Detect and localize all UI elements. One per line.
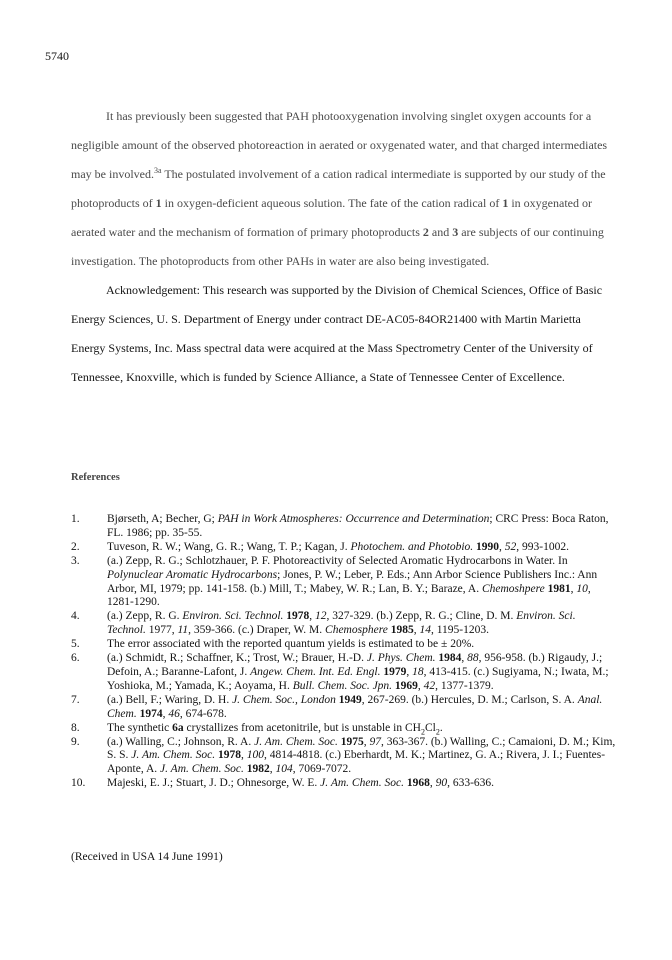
text-segment: are subjects of our continuing investigation. The photoproducts from other PAHs in water are also being investigated. <box>71 225 604 268</box>
text-segment: 3 <box>452 225 459 239</box>
text-segment: Anal. Chem. <box>107 693 603 720</box>
text-segment: Angew. Chem. Int. Ed. Engl. <box>250 665 381 678</box>
text-segment: The postulated involvement of a cation radical intermediate is supported by our study of the photoproducts of <box>71 167 606 210</box>
reference-item <box>71 610 616 638</box>
reference-text <box>107 777 616 791</box>
text-segment: 46 <box>168 707 180 720</box>
text-segment: 1969 <box>394 679 418 692</box>
text-segment: , 633-636. <box>447 777 495 790</box>
references-heading: References <box>71 472 120 483</box>
text-segment: PAH in Work Atmospheres: Occurrence and Determination <box>217 513 490 525</box>
text-segment: 1979 <box>383 665 407 678</box>
text-segment: 97 <box>369 735 382 748</box>
reference-item <box>71 541 616 555</box>
text-segment: , 413-415. (c.) Sugiyama, N.; Iwata, M.; Yoshioka, M.; Yamada, K.; Aoyama, H. <box>107 665 609 692</box>
text-segment: 1977, <box>145 624 178 637</box>
text-segment: Chemoshpere <box>481 582 545 595</box>
text-segment: 1982 <box>246 763 270 776</box>
text-segment: 18 <box>412 665 424 678</box>
reference-number: 2. <box>71 540 80 553</box>
text-segment: , 1281-1290. <box>107 582 591 609</box>
text-segment: Majeski, E. J.; Stuart, J. D.; Ohnesorge, W. E. <box>107 777 321 790</box>
text-segment: , 1195-1203. <box>430 624 489 637</box>
text-segment: 1949 <box>338 693 362 706</box>
text-segment: 52 <box>504 540 517 553</box>
text-segment: , 363-367. (b.) Walling, C.; Camaioni, D. M.; Kim, S. S. <box>107 735 616 762</box>
text-segment: 10 <box>576 582 588 595</box>
body-text <box>71 102 611 392</box>
text-segment: The synthetic <box>107 721 173 734</box>
text-segment: 1968 <box>406 777 430 790</box>
reference-number: 9. <box>71 735 80 748</box>
text-segment: The error associated with the reported quantum yields is estimated to be ± 20%. <box>107 638 475 651</box>
reference-number: 8. <box>71 721 80 734</box>
text-segment: , <box>240 749 247 762</box>
text-segment: (a.) Zepp, R. G.; Schlotzhauer, P. F. Photoreactivity of Selected Aromatic Hydrocarbons in Water. In <box>107 554 568 567</box>
text-segment: Chemosphere <box>325 624 388 637</box>
text-segment: 2 <box>422 225 429 239</box>
text-segment: 42 <box>423 679 436 692</box>
text-segment: Acknowledgement: This research was supported by the Division of Chemical Sciences, Office of Basic Energy Sciences, U. S. Department of Energy under contract DE-AC05-84OR21400 with Martin Marietta Energy Systems, Inc. Mass spectral data were acquired at the Mass Spectrometry Center of the University of Tennessee, Knoxville, which is funded by Science Alliance, a State of Tennessee Center of Excellence. <box>71 283 603 384</box>
reference-text <box>107 722 616 736</box>
text-segment: (a.) Bell, F.; Waring, D. H. <box>107 693 233 706</box>
reference-number: 5. <box>71 638 80 651</box>
text-segment: ; Jones, P. W.; Leber, P. Eds.; Ann Arbor Science Publishers Inc.: Ann Arbor, MI, 1979; pp. 141-158. (b.) Mill, T.; Mabey, W. R.; Lan, B. Y.; Baraze, A. <box>107 568 598 595</box>
text-segment: 6a <box>172 721 184 734</box>
text-segment: , <box>570 582 577 595</box>
reference-item <box>71 736 616 778</box>
text-segment: (a.) Zepp, R. G. <box>107 610 183 623</box>
text-segment: 2 <box>420 726 425 736</box>
text-segment: , 359-366. (c.) Draper, W. M. <box>188 624 326 637</box>
text-segment: 12 <box>315 610 327 623</box>
reference-text <box>107 694 616 722</box>
text-segment: , 674-678. <box>179 707 227 720</box>
text-segment: 14 <box>419 624 431 637</box>
text-segment: J. Am. Chem. Soc. <box>131 749 216 762</box>
reference-item <box>71 694 616 722</box>
text-segment: 88 <box>467 652 479 665</box>
reference-item <box>71 513 616 541</box>
text-segment: crystallizes from acetonitrile, but is unstable in CH <box>183 721 421 734</box>
text-segment: 1985 <box>390 624 414 637</box>
reference-text <box>107 555 616 611</box>
text-segment: 104 <box>275 763 293 776</box>
text-segment: 1974 <box>139 707 163 720</box>
text-segment: , <box>406 665 413 678</box>
reference-text <box>107 610 616 638</box>
text-segment: , 267-269. (b.) Hercules, D. M.; Carlson, S. A. <box>361 693 578 706</box>
text-segment: 2 <box>435 726 440 736</box>
text-segment: , <box>363 735 370 748</box>
text-segment: in oxygen-deficient aqueous solution. The fate of the cation radical of <box>161 196 503 210</box>
text-segment: Polynuclear Aromatic Hydrocarbons <box>107 568 278 581</box>
reference-item <box>71 722 616 736</box>
text-segment: , 956-958. (b.) Rigaudy, J.; Defoin, A.; Baranne-Lafont, J. <box>107 652 603 678</box>
text-segment: J. Chem. Soc., London <box>232 693 336 706</box>
text-segment: Bjørseth, A; Becher, G; <box>107 513 218 525</box>
text-segment: 1978 <box>286 610 310 623</box>
paragraph <box>71 276 611 392</box>
text-segment: 3a <box>153 166 162 175</box>
references-list <box>71 513 616 791</box>
text-segment: 1975 <box>340 735 364 748</box>
text-segment: , <box>269 763 276 776</box>
text-segment: 1990 <box>476 540 500 553</box>
text-segment: 1 <box>155 196 162 210</box>
reference-text <box>107 736 616 778</box>
text-segment: Environ. Sci. Technol. <box>107 610 576 637</box>
text-segment: , <box>413 624 420 637</box>
text-segment: J. Am. Chem. Soc. <box>160 763 244 776</box>
text-segment: , <box>309 610 316 623</box>
reference-number: 1. <box>71 513 80 525</box>
received-date: (Received in USA 14 June 1991) <box>71 851 223 863</box>
text-segment: 1984 <box>438 652 462 665</box>
text-segment: 1978 <box>217 749 241 762</box>
text-segment: , 327-329. (b.) Zepp, R. G.; Cline, D. M. <box>326 610 517 623</box>
text-segment: J. Phys. Chem. <box>366 652 436 665</box>
paragraph <box>71 102 611 276</box>
text-segment: (a.) Walling, C.; Johnson, R. A. <box>107 735 255 748</box>
text-segment: , <box>162 707 169 720</box>
reference-number: 7. <box>71 693 80 706</box>
text-segment: , <box>429 777 436 790</box>
text-segment: Photochem. and Photobio. <box>350 540 474 553</box>
text-segment: . <box>439 721 443 734</box>
text-segment: 90 <box>435 777 448 790</box>
text-segment: , <box>417 679 424 692</box>
text-segment: in oxygenated or aerated water and the mechanism of formation of primary photoproducts <box>71 196 592 239</box>
page-number: 5740 <box>45 49 69 63</box>
text-segment: , 1377-1379. <box>435 679 494 692</box>
reference-number: 10. <box>71 777 86 790</box>
text-segment: It has previously been suggested that PAH photooxygenation involving singlet oxygen accounts for a negligible amount of the observed photoreaction in aerated or oxygenated water, and that charged intermediates may be involved. <box>71 109 608 181</box>
text-segment: J. Am. Chem. Soc. <box>320 777 404 790</box>
reference-number: 3. <box>71 554 80 567</box>
reference-text <box>107 638 616 652</box>
reference-number: 4. <box>71 610 80 623</box>
reference-number: 6. <box>71 652 80 665</box>
text-segment: ; CRC Press: Boca Raton, FL. 1986; pp. 35-55. <box>107 513 609 539</box>
text-segment: , 4814-4818. (c.) Eberhardt, M. K.; Martinez, G. A.; Rivera, J. I.; Fuentes-Aponte, A. <box>107 749 606 776</box>
text-segment: (a.) Schmidt, R.; Schaffner, K.; Trost, W.; Brauer, H.-D. <box>107 652 367 665</box>
text-segment: 11 <box>177 624 189 637</box>
text-segment: Cl <box>424 721 436 734</box>
text-segment: J. Am. Chem. Soc. <box>254 735 338 748</box>
reference-item <box>71 555 616 611</box>
reference-text <box>107 652 616 694</box>
text-segment: Tuveson, R. W.; Wang, G. R.; Wang, T. P.; Kagan, J. <box>107 540 351 553</box>
text-segment: Bull. Chem. Soc. Jpn. <box>292 679 393 692</box>
text-segment: , 7069-7072. <box>292 763 352 776</box>
reference-text <box>107 541 616 555</box>
text-segment: , <box>461 652 468 665</box>
reference-item <box>71 652 616 694</box>
text-segment: 100 <box>246 749 264 762</box>
reference-item <box>71 777 616 791</box>
text-segment: 1 <box>502 196 509 210</box>
text-segment: 1981 <box>547 582 571 595</box>
text-segment: , <box>499 540 505 553</box>
text-segment: Environ. Sci. Technol. <box>182 610 284 623</box>
reference-text <box>107 513 616 541</box>
text-segment: and <box>428 225 453 239</box>
reference-item <box>71 638 616 652</box>
text-segment: , 993-1002. <box>516 540 570 553</box>
